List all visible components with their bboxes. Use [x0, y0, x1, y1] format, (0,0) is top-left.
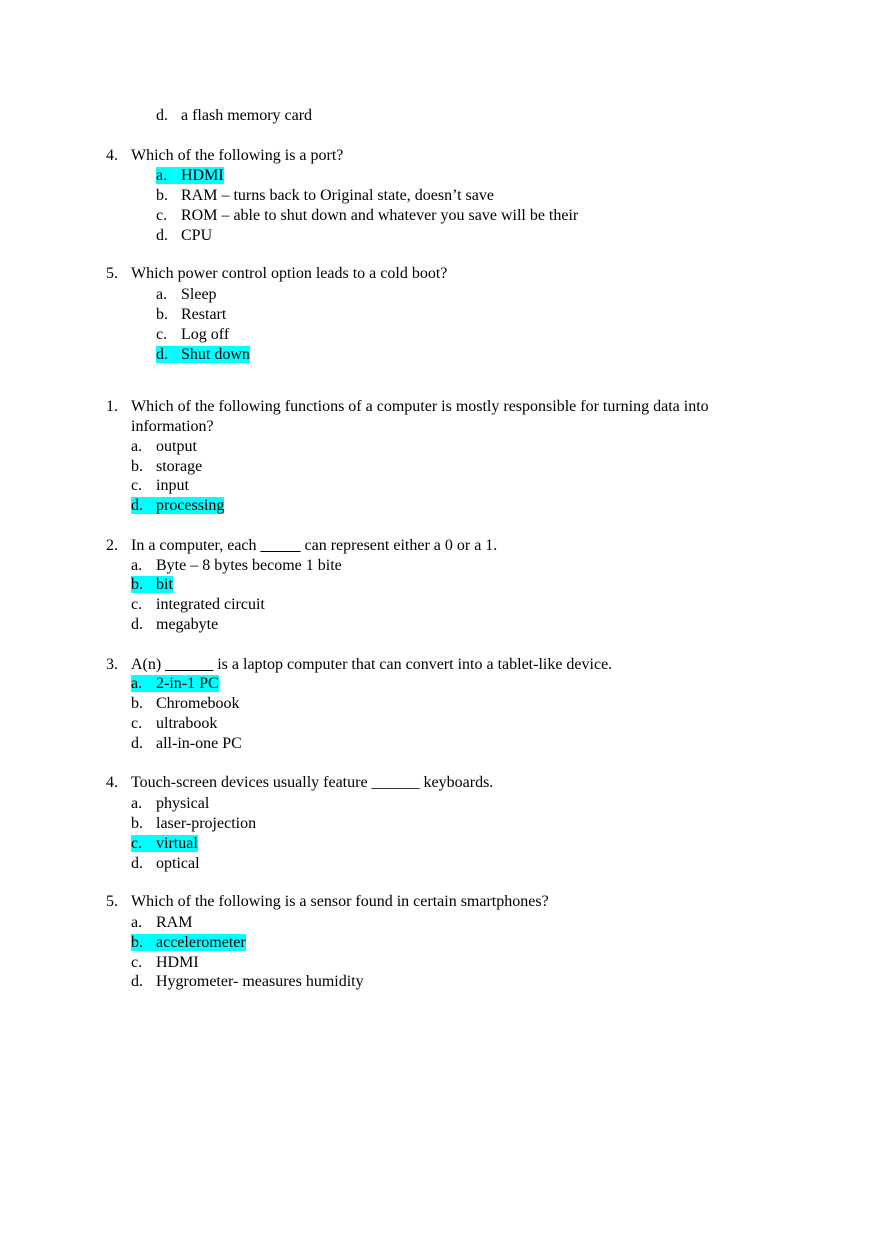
option-letter: d.	[156, 107, 168, 124]
option-c-virtual	[131, 834, 198, 854]
option-text: ultrabook	[156, 715, 218, 732]
option-text: accelerometer	[156, 934, 246, 951]
option-text: a flash memory card	[181, 107, 313, 124]
question-number: 5.	[106, 893, 118, 910]
question-blank: _____	[260, 537, 301, 554]
option-letter: b.	[156, 187, 168, 204]
question-5-sensor	[106, 892, 549, 912]
question-5-cold-boot	[106, 264, 447, 284]
question-number: 5.	[106, 265, 118, 282]
question-number: 4.	[106, 147, 118, 164]
option-b-accelerometer	[131, 933, 246, 953]
question-2-bit	[106, 536, 497, 556]
option-d-megabyte	[131, 615, 218, 635]
option-c-log-off	[156, 325, 229, 345]
option-letter: c.	[131, 835, 143, 852]
option-letter: a.	[156, 167, 168, 184]
option-text: HDMI	[156, 954, 199, 971]
option-text: Shut down	[181, 346, 250, 363]
option-letter: c.	[131, 596, 143, 613]
option-text: Restart	[181, 306, 227, 323]
option-letter: d.	[131, 616, 143, 633]
option-a-output	[131, 437, 197, 457]
question-blank: ______	[165, 656, 214, 673]
question-text: Which of the following is a sensor found in certain smartphones?	[131, 893, 549, 910]
question-text: Touch-screen devices usually feature ______ keyboards.	[131, 774, 494, 791]
option-b-restart	[156, 305, 226, 325]
option-a-byte	[131, 556, 342, 576]
option-b-chromebook	[131, 694, 240, 714]
option-letter: a.	[131, 914, 143, 931]
option-text: output	[156, 438, 197, 455]
question-text-after: can represent either a 0 or a 1.	[300, 537, 498, 554]
question-text-before: A(n)	[131, 656, 166, 673]
option-text: ROM – able to shut down and whatever you save will be their	[181, 207, 579, 224]
option-d-all-in-one	[131, 734, 242, 754]
option-letter: b.	[156, 306, 168, 323]
option-letter: d.	[131, 735, 143, 752]
option-text: physical	[156, 795, 210, 812]
option-letter: c.	[131, 954, 143, 971]
question-text: information?	[131, 418, 214, 435]
option-a-sleep	[156, 285, 217, 305]
option-text: RAM – turns back to Original state, doesn’t save	[181, 187, 494, 204]
answer-highlight	[131, 835, 198, 852]
question-text-before: In a computer, each	[131, 537, 261, 554]
option-d-flash-memory-card	[156, 106, 312, 126]
option-letter: c.	[131, 477, 143, 494]
answer-highlight	[156, 167, 224, 184]
option-text: bit	[156, 576, 173, 593]
option-letter: d.	[156, 346, 168, 363]
option-b-ram	[156, 186, 494, 206]
option-a-hdmi	[156, 166, 224, 186]
option-letter: d.	[131, 973, 143, 990]
option-a-ram	[131, 913, 192, 933]
question-3-2in1	[106, 655, 612, 675]
option-a-physical	[131, 794, 209, 814]
option-text: integrated circuit	[156, 596, 265, 613]
question-number: 2.	[106, 537, 118, 554]
option-letter: b.	[131, 695, 143, 712]
option-c-rom	[156, 206, 578, 226]
answer-highlight	[131, 497, 224, 514]
question-text: Which of the following functions of a computer is mostly responsible for turning data into	[131, 398, 709, 415]
question-number: 3.	[106, 656, 118, 673]
option-text: all-in-one PC	[156, 735, 242, 752]
answer-highlight	[131, 576, 173, 593]
option-text: laser-projection	[156, 815, 257, 832]
option-letter: a.	[131, 557, 143, 574]
option-letter: d.	[131, 497, 143, 514]
question-1-processing	[106, 397, 709, 417]
option-letter: a.	[131, 438, 143, 455]
option-b-bit	[131, 575, 173, 595]
option-c-ultrabook	[131, 714, 217, 734]
option-text: virtual	[156, 835, 198, 852]
option-a-2in1-pc	[131, 674, 219, 694]
answer-highlight	[131, 675, 219, 692]
option-text: CPU	[181, 227, 213, 244]
answer-highlight	[131, 934, 246, 951]
option-b-storage	[131, 457, 202, 477]
option-d-processing	[131, 496, 224, 516]
option-text: storage	[156, 458, 203, 475]
option-letter: b.	[131, 576, 143, 593]
option-text: megabyte	[156, 616, 219, 633]
question-4-keyboards	[106, 773, 493, 793]
option-c-input	[131, 476, 189, 496]
option-text: Sleep	[181, 286, 217, 303]
option-text: Hygrometer- measures humidity	[156, 973, 364, 990]
option-letter: c.	[156, 326, 168, 343]
option-letter: a.	[131, 675, 143, 692]
option-letter: a.	[156, 286, 168, 303]
question-number: 1.	[106, 398, 118, 415]
option-c-integrated-circuit	[131, 595, 265, 615]
option-d-optical	[131, 854, 200, 874]
option-d-shut-down	[156, 345, 250, 365]
option-letter: b.	[131, 934, 143, 951]
option-letter: c.	[131, 715, 143, 732]
option-d-hygrometer	[131, 972, 364, 992]
question-text: Which of the following is a port?	[131, 147, 344, 164]
question-text: Which power control option leads to a cold boot?	[131, 265, 448, 282]
question-number: 4.	[106, 774, 118, 791]
option-text: processing	[156, 497, 225, 514]
option-letter: a.	[131, 795, 143, 812]
option-text: input	[156, 477, 189, 494]
option-letter: c.	[156, 207, 168, 224]
option-d-cpu	[156, 226, 212, 246]
answer-highlight	[156, 346, 250, 363]
option-text: Byte – 8 bytes become 1 bite	[156, 557, 342, 574]
option-letter: b.	[131, 815, 143, 832]
question-text-after: is a laptop computer that can convert into a tablet-like device.	[213, 656, 613, 673]
option-letter: d.	[156, 227, 168, 244]
option-letter: b.	[131, 458, 143, 475]
option-text: RAM	[156, 914, 193, 931]
option-letter: d.	[131, 855, 143, 872]
option-text: Chromebook	[156, 695, 240, 712]
option-text: optical	[156, 855, 200, 872]
question-1-continuation	[131, 417, 214, 437]
question-4-port	[106, 146, 343, 166]
option-text: Log off	[181, 326, 230, 343]
option-text: 2-in-1 PC	[156, 675, 219, 692]
option-b-laser-projection	[131, 814, 256, 834]
option-c-hdmi	[131, 953, 199, 973]
option-text: HDMI	[181, 167, 224, 184]
